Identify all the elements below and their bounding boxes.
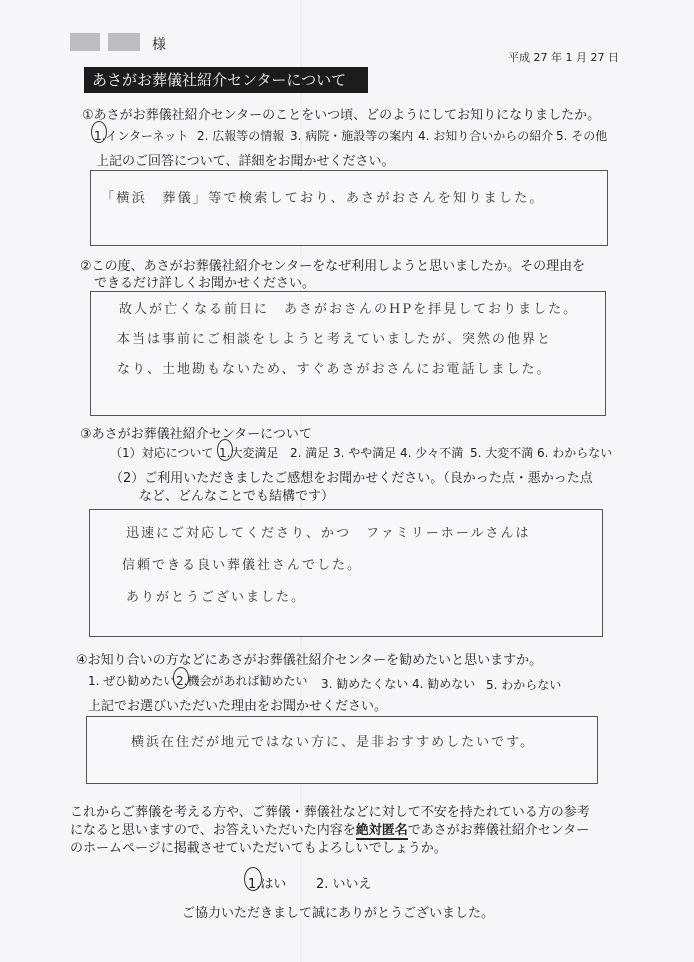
q4-option: 4. 勧めない: [412, 677, 476, 691]
q3-answer-box: [89, 509, 603, 637]
q4-followup: 上記でお選びいただいた理由をお聞かせください。: [88, 699, 388, 714]
closing-line2-pre: になると思いますので、お答えいただいた内容を: [70, 823, 356, 838]
survey-title: あさがお葬儀社紹介センターについて: [84, 67, 368, 93]
q1-answer-box: [90, 170, 608, 246]
q2-answer-line: 本当は事前にご相談をしようと考えていましたが、突然の他界と: [117, 332, 553, 347]
q2-answer-line: なり、土地勘もないため、すぐあさがおさんにお電話しました。: [117, 362, 552, 377]
q2-question-line1: ②この度、あさがお葬儀社紹介センターをなぜ利用しようと思いましたか。その理由を: [80, 259, 586, 274]
q4-option: 3. 勧めたくない: [321, 677, 409, 691]
q1-followup: 上記のご回答について、詳細をお聞かせください。: [96, 154, 395, 169]
thanks-message: ご協力いただきまして誠にありがとうございました。: [182, 906, 495, 921]
redacted-name-block: [70, 33, 100, 51]
q1-option: 5. その他: [556, 129, 608, 143]
q3-option: 5. 大変不満: [470, 446, 534, 460]
q2-answer-box: [90, 291, 606, 416]
q4-answer-box: [86, 716, 598, 784]
q1-option: 3. 病院・施設等の案内: [290, 129, 414, 143]
q4-option: 1. ぜひ勧めたい: [88, 674, 176, 688]
q3-answer-line: ありがとうございました。: [126, 590, 307, 605]
closing-line2-post: であさがお葬儀社紹介センター: [407, 823, 590, 838]
q3-sub1-label: （1）対応について: [110, 446, 214, 460]
anonymous-emphasis: 絶対匿名: [355, 823, 408, 838]
q3-option: 4. 少々不満: [400, 446, 464, 460]
q1-answer-text: 「横浜 葬儀」等で検索しており、あさがおさんを知りました。: [101, 191, 545, 206]
q3-answer-line: 迅速にご対応してくださり、かつ ファミリーホールさんは: [126, 526, 531, 541]
q3-sub2-line2: など、どんなことでも結構です）: [139, 489, 335, 504]
q3-option: 1.大変満足: [219, 446, 279, 460]
q3-question: ③あさがお葬儀社紹介センターについて: [80, 427, 312, 442]
closing-line1: これからご葬儀を考える方や、ご葬儀・葬儀社などに対して不安を持たれている方の参考: [70, 805, 590, 820]
survey-date: 平成 27 年 1 月 27 日: [508, 51, 619, 64]
q1-option: 2. 広報等の情報: [197, 129, 285, 143]
q2-answer-line: 故人が亡くなる前日に あさがおさんのHPを拝見しておりました。: [119, 302, 579, 317]
closing-yes-option: 1.はい: [248, 877, 287, 892]
redacted-name-block: [108, 33, 140, 51]
q4-option: 5. わからない: [486, 678, 562, 692]
q4-answer-text: 横浜在住だが地元ではない方に、是非おすすめしたいです。: [131, 735, 536, 750]
closing-line2: [70, 819, 589, 838]
q4-question: ④お知り合いの方などにあさがお葬儀社紹介センターを勧めたいと思いますか。: [76, 653, 543, 668]
q3-sub2-line1: （2）ご利用いただきましたご感想をお聞かせください。（良かった点・悪かった点: [110, 471, 593, 486]
q1-question: ①あさがお葬儀社紹介センターのことをいつ頃、どのようにしてお知りになりましたか。: [82, 108, 601, 123]
q1-option: 1.インターネット: [94, 129, 189, 143]
closing-line3: のホームページに掲載させていただいてもよろしいでしょうか。: [70, 841, 447, 856]
q3-option: 2. 満足: [290, 446, 330, 460]
addressee-suffix: 様: [152, 37, 166, 53]
q3-answer-line: 信頼できる良い葬儀社さんでした。: [122, 558, 363, 573]
q3-option: 6. わからない: [537, 446, 613, 460]
q3-option: 3. やや満足: [333, 446, 397, 460]
q1-option: 4. お知り合いからの紹介: [418, 129, 554, 143]
closing-no-option: 2. いいえ: [316, 877, 372, 892]
q4-option: 2.機会があれば勧めたい: [176, 674, 308, 688]
q2-question-line2: できるだけ詳しくお聞かせください。: [94, 276, 316, 291]
